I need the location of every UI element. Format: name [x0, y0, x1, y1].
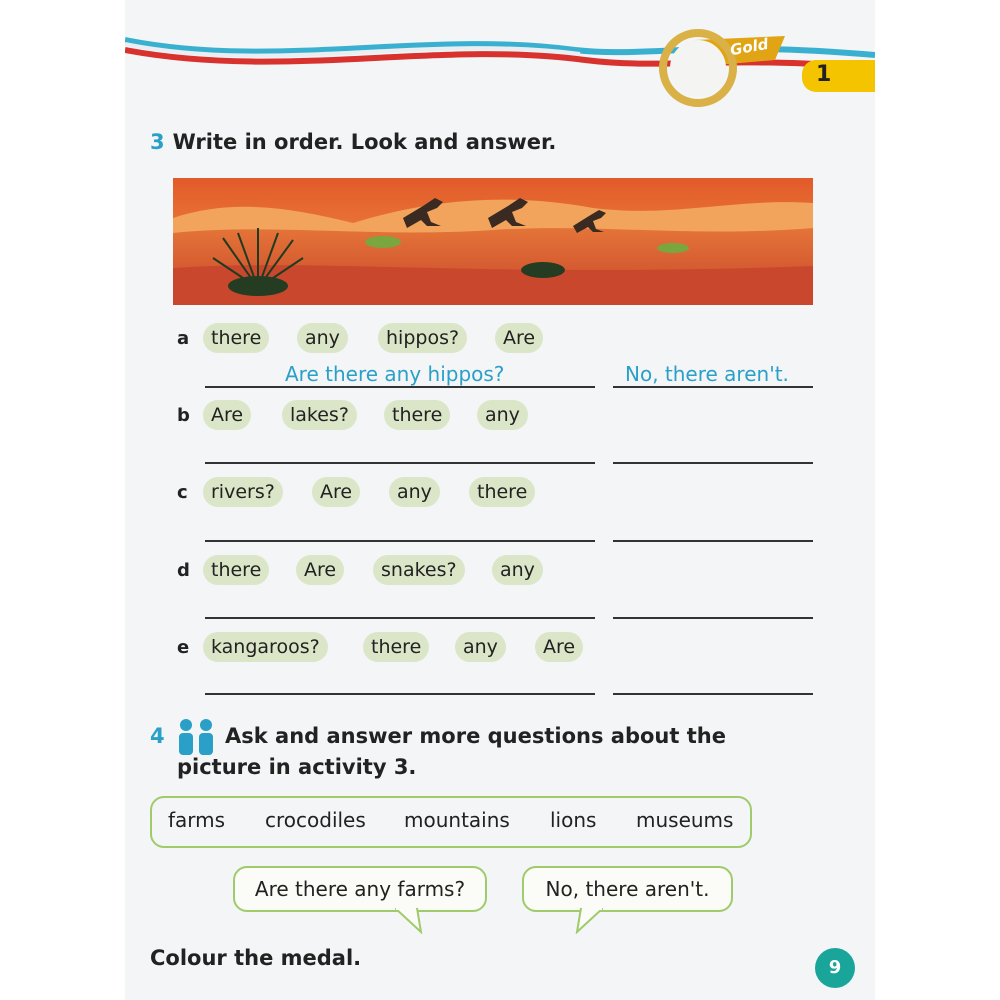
word-pill: lakes?: [282, 400, 357, 430]
answer-line-question-d[interactable]: [205, 617, 595, 619]
word-pill: there: [384, 400, 450, 430]
speech-bubble-tail: [573, 908, 603, 934]
activity4-number: 4: [150, 724, 165, 748]
speech-bubble-tail: [395, 908, 425, 934]
row-letter-d: d: [177, 560, 190, 581]
word-bank-item: museums: [636, 808, 734, 832]
speech-bubble-question: Are there any farms?: [233, 866, 487, 912]
header-ribbon: [125, 0, 875, 110]
answer-line-question-a[interactable]: [205, 386, 595, 388]
word-pill: there: [469, 477, 535, 507]
unit-number: 1: [816, 62, 832, 87]
answer-line-short-b[interactable]: [613, 462, 813, 464]
word-pill: there: [203, 323, 269, 353]
word-pill: any: [297, 323, 348, 353]
activity4-instruction-line1: Ask and answer more questions about the: [225, 724, 726, 748]
colour-medal-instruction: Colour the medal.: [150, 946, 362, 970]
workbook-page: [125, 0, 875, 1000]
row-letter-b: b: [177, 405, 190, 426]
example-short-answer: No, there aren't.: [625, 362, 789, 386]
word-pill: snakes?: [373, 555, 465, 585]
medal-label: Gold: [728, 34, 770, 60]
activity4-instruction-line2: picture in activity 3.: [177, 755, 417, 779]
pair-work-icon: [175, 718, 217, 756]
answer-line-short-e[interactable]: [613, 693, 813, 695]
word-pill: there: [363, 632, 429, 662]
answer-line-question-b[interactable]: [205, 462, 595, 464]
word-pill: there: [203, 555, 269, 585]
word-pill: Are: [495, 323, 543, 353]
outback-scene-image: [173, 178, 813, 305]
speech-bubble-answer: No, there aren't.: [522, 866, 733, 912]
word-bank: [150, 796, 752, 848]
word-bank-item: mountains: [404, 808, 510, 832]
answer-line-short-a[interactable]: [613, 386, 813, 388]
unit-tab: [802, 60, 875, 92]
gold-medal-icon: [658, 28, 738, 108]
word-pill: Are: [535, 632, 583, 662]
row-letter-a: a: [177, 328, 190, 349]
word-pill: kangaroos?: [203, 632, 328, 662]
row-letter-e: e: [177, 637, 190, 658]
word-pill: Are: [203, 400, 251, 430]
activity3-heading: [150, 130, 556, 154]
word-pill: any: [477, 400, 528, 430]
word-bank-item: crocodiles: [265, 808, 366, 832]
example-question-answer: Are there any hippos?: [285, 362, 505, 386]
word-pill: Are: [312, 477, 360, 507]
word-bank-item: lions: [550, 808, 597, 832]
word-pill: hippos?: [378, 323, 467, 353]
word-pill: any: [492, 555, 543, 585]
word-pill: any: [455, 632, 506, 662]
answer-line-short-c[interactable]: [613, 540, 813, 542]
word-pill: rivers?: [203, 477, 283, 507]
word-pill: Are: [296, 555, 344, 585]
word-pill: any: [389, 477, 440, 507]
word-bank-item: farms: [168, 808, 226, 832]
answer-line-question-e[interactable]: [205, 693, 595, 695]
row-letter-c: c: [177, 482, 188, 503]
page-number: 9: [815, 948, 855, 988]
activity3-instruction: Write in order. Look and answer.: [172, 130, 557, 154]
answer-line-short-d[interactable]: [613, 617, 813, 619]
activity3-number: 3: [150, 130, 165, 154]
answer-line-question-c[interactable]: [205, 540, 595, 542]
